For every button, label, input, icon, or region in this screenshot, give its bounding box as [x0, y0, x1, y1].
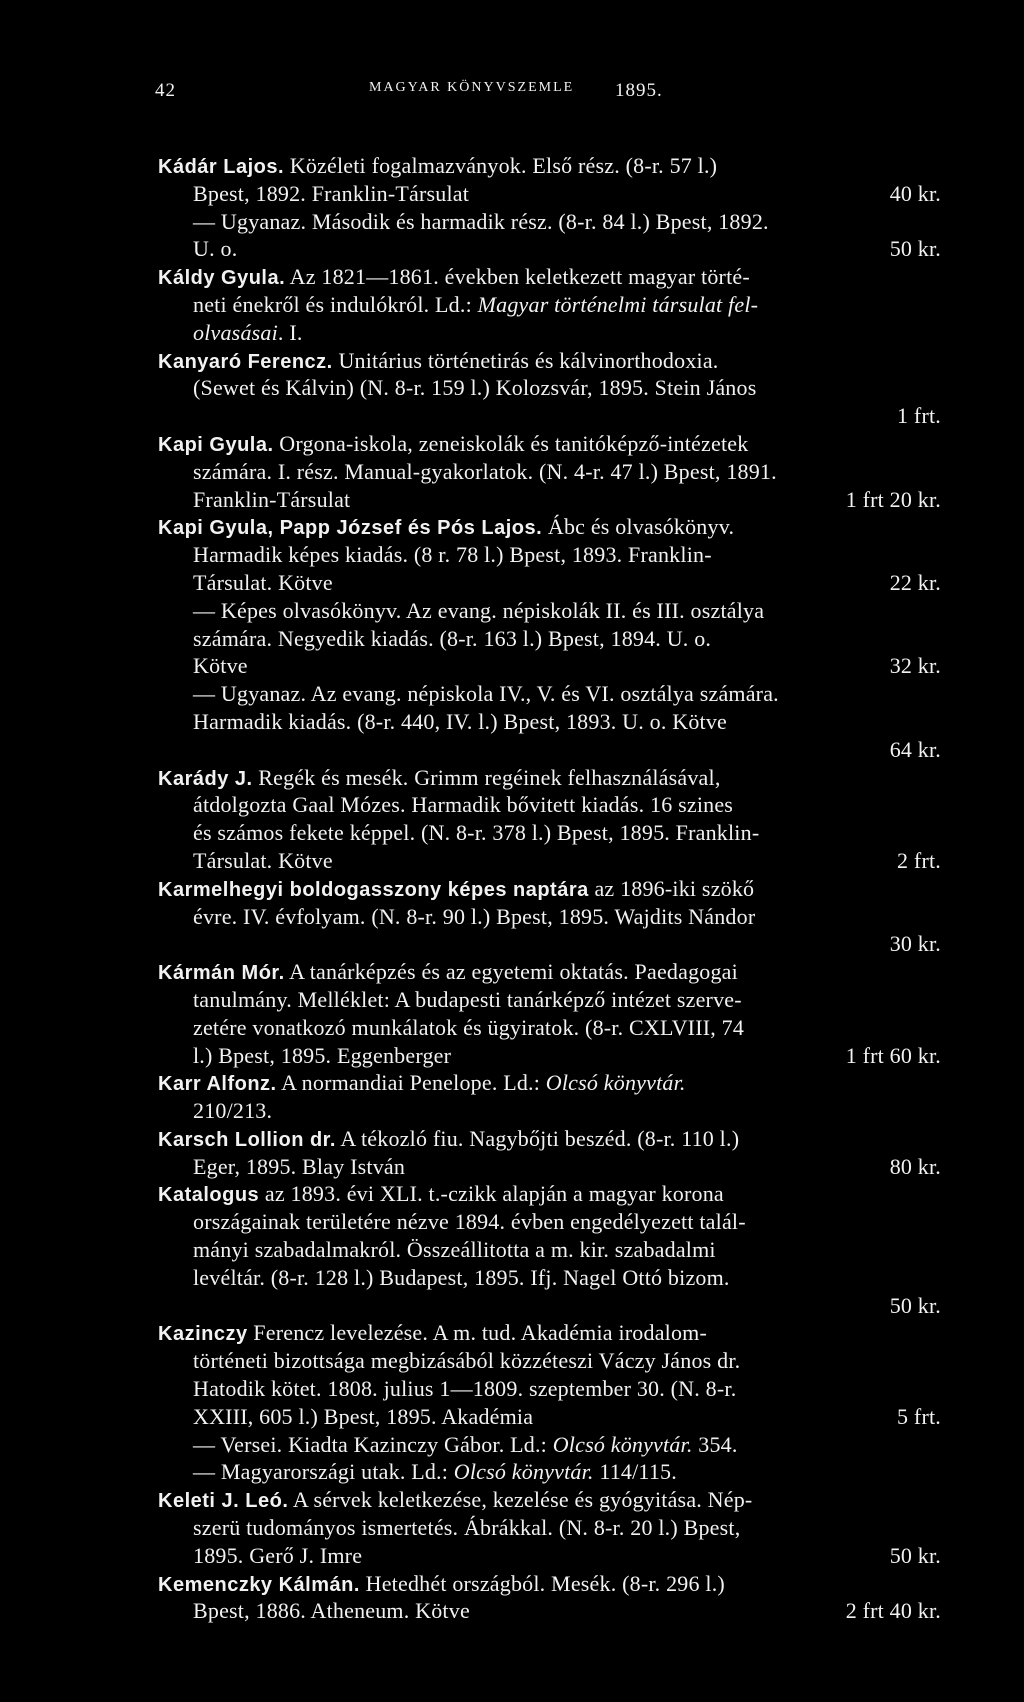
entry-line	[158, 986, 941, 1014]
entry-tail: . I.	[277, 319, 303, 345]
bibliography-entry	[158, 347, 941, 430]
entry-line	[158, 1097, 941, 1125]
entry-price: 5 frt.	[897, 1403, 941, 1429]
entry-price: 50 kr.	[889, 1292, 941, 1318]
entry-body: Harmadik kiadás. (8-r. 440, IV. l.) Bpest, 1893. U. o. Kötve	[193, 708, 728, 734]
entry-line	[158, 569, 941, 597]
entry-body: Ábc és olvasókönyv.	[547, 514, 735, 540]
entry-text	[193, 680, 779, 708]
entry-body: neti énekről és indulókról. Ld.:	[193, 291, 472, 317]
entry-line	[158, 180, 941, 208]
entry-text	[193, 1347, 740, 1375]
entry-text	[193, 847, 333, 875]
entry-price: 22 kr.	[889, 569, 941, 595]
entry-line	[158, 291, 941, 319]
entry-text	[193, 1458, 677, 1486]
entry-line	[158, 903, 941, 931]
entry-text	[193, 1403, 533, 1431]
entry-text	[193, 1208, 746, 1236]
entry-body: l.) Bpest, 1895. Eggenberger	[193, 1042, 452, 1068]
bibliography-entry	[158, 764, 941, 875]
bibliography-entry	[158, 1486, 941, 1569]
entry-text	[193, 597, 764, 625]
entry-body: — Magyarországi utak. Ld.:	[193, 1459, 449, 1485]
bibliography-entry	[158, 1125, 941, 1181]
entry-body: átdolgozta Gaal Mózes. Harmadik bővitett kiadás. 16 szines	[193, 792, 734, 818]
entry-text	[193, 903, 755, 931]
entry-line	[158, 1292, 941, 1320]
entry-text	[193, 1375, 736, 1403]
entry-line	[158, 1486, 941, 1514]
entry-body: A tanárképzés és az egyetemi oktatás. Paedagogai	[289, 959, 738, 985]
entry-text	[193, 1431, 738, 1459]
entry-price: 64 kr.	[889, 736, 941, 762]
entry-line	[158, 1403, 941, 1431]
entry-body: szerü tudományos ismertetés. Ábrákkal. (N. 8-r. 20 l.) Bpest,	[193, 1515, 741, 1541]
entry-text	[158, 958, 738, 986]
entry-price: 50 kr.	[889, 236, 941, 262]
entry-line	[158, 1514, 941, 1542]
entry-line	[158, 1125, 941, 1153]
entry-text	[193, 986, 742, 1014]
entry-line	[158, 1347, 941, 1375]
entry-text	[193, 652, 248, 680]
entry-body: országainak területére nézve 1894. évben engedélyezett talál-	[193, 1209, 746, 1235]
series-title: Magyar történelmi társulat fel-	[477, 291, 759, 317]
entry-text	[158, 875, 754, 903]
entry-text	[193, 541, 712, 569]
entry-line	[158, 513, 941, 541]
entry-line	[158, 625, 941, 653]
entry-price: 40 kr.	[889, 180, 941, 206]
entry-body: mányi szabadalmakról. Összeállitotta a m. kir. szabadalmi	[193, 1237, 716, 1263]
entry-text	[193, 1042, 451, 1070]
entry-body: Hatodik kötet. 1808. julius 1—1809. szeptember 30. (N. 8-r.	[193, 1376, 737, 1402]
entry-text	[193, 1097, 272, 1125]
entry-body: 1895. Gerő J. Imre	[193, 1542, 363, 1568]
bibliography-entry	[158, 1180, 941, 1319]
entry-line	[158, 847, 941, 875]
entry-price: 1 frt.	[897, 403, 941, 429]
entry-price: 80 kr.	[889, 1153, 941, 1179]
entry-text	[158, 764, 721, 792]
entry-body: és számos fekete képpel. (N. 8-r. 378 l.) Bpest, 1895. Franklin-	[193, 820, 760, 846]
entry-body: számára. Negyedik kiadás. (8-r. 163 l.) Bpest, 1894. U. o.	[193, 625, 712, 651]
entry-body: az 1896-iki szökő	[594, 875, 755, 901]
entry-tail: 354.	[692, 1431, 738, 1457]
entry-line	[158, 458, 941, 486]
entry-line	[158, 430, 941, 458]
entry-body: Hetedhét országból. Mesék. (8-r. 296 l.)	[365, 1570, 725, 1596]
running-header	[155, 74, 710, 114]
entry-author: Karády J.	[158, 767, 253, 790]
entry-text	[193, 708, 727, 736]
entry-line	[158, 1180, 941, 1208]
entry-body: U. o.	[193, 236, 238, 262]
entry-author: Kazinczy	[158, 1323, 248, 1346]
entry-line	[158, 347, 941, 375]
entry-line	[158, 1319, 941, 1347]
entry-text	[158, 1069, 686, 1097]
entry-author: Karmelhegyi boldogasszony képes naptára	[158, 878, 589, 901]
entry-line	[158, 1458, 941, 1486]
entry-price: 1 frt 20 kr.	[845, 486, 941, 512]
entry-text	[158, 1486, 752, 1514]
entry-line	[158, 930, 941, 958]
entry-text	[193, 791, 733, 819]
header-year: 1895.	[615, 80, 663, 101]
entry-body: A tékozló fiu. Nagybőjti beszéd. (8-r. 110 l.)	[340, 1125, 740, 1151]
running-title: MAGYAR KÖNYVSZEMLE	[369, 80, 575, 95]
entry-tail: 114/115.	[593, 1459, 677, 1485]
entry-text	[193, 1264, 730, 1292]
entry-line	[158, 819, 941, 847]
entry-text	[193, 1542, 362, 1570]
entry-line	[158, 319, 941, 347]
entry-text	[193, 374, 756, 402]
entry-text	[193, 1014, 744, 1042]
entry-body: Társulat. Kötve	[193, 569, 333, 595]
entry-body: Közéleti fogalmazványok. Első rész. (8-r. 57 l.)	[289, 153, 718, 178]
bibliography-entry	[158, 875, 941, 958]
entry-body: Bpest, 1886. Atheneum. Kötve	[193, 1598, 470, 1624]
entry-text	[158, 1319, 707, 1347]
series-title: olvasásai	[193, 319, 278, 345]
entry-line	[158, 1431, 941, 1459]
bibliography-entry	[158, 1069, 941, 1125]
entry-price: 30 kr.	[889, 931, 941, 957]
entry-body: — Versei. Kiadta Kazinczy Gábor. Ld.:	[193, 1431, 547, 1457]
bibliography-entry	[158, 1570, 941, 1626]
entry-line	[158, 1014, 941, 1042]
entry-text	[193, 1236, 716, 1264]
entry-line	[158, 1542, 941, 1570]
entry-body: Ferencz levelezése. A m. tud. Akadémia irodalom-	[253, 1320, 708, 1346]
entry-author: Kádár Lajos.	[158, 156, 285, 178]
bibliography-entry	[158, 152, 941, 263]
entry-text	[193, 291, 758, 319]
entry-author: Kármán Mór.	[158, 962, 285, 985]
entry-author: Karsch Lollion dr.	[158, 1128, 336, 1151]
entry-line	[158, 1153, 941, 1181]
entry-body: Eger, 1895. Blay István	[193, 1153, 406, 1179]
entry-line	[158, 263, 941, 291]
entry-line	[158, 1208, 941, 1236]
entry-author: Kemenczky Kálmán.	[158, 1573, 360, 1596]
entry-line	[158, 764, 941, 792]
entry-text	[193, 235, 237, 263]
entry-body: levéltár. (8-r. 128 l.) Budapest, 1895. Ifj. Nagel Ottó bizom.	[193, 1264, 730, 1290]
entry-line	[158, 402, 941, 430]
entry-text	[158, 1125, 739, 1153]
entry-text	[158, 1570, 725, 1598]
entry-body: történeti bizottsága megbizásából közzéteszi Váczy János dr.	[193, 1348, 741, 1374]
entry-body: A sérvek keletkezése, kezelése és gyógyitása. Nép-	[292, 1487, 753, 1513]
series-title: Olcsó könyvtár.	[453, 1459, 594, 1485]
entry-body: az 1893. évi XLI. t.-czikk alapján a magyar korona	[264, 1181, 724, 1207]
entry-body: Unitárius történetirás és kálvinorthodoxia.	[338, 347, 719, 373]
bibliography-list	[158, 152, 941, 1625]
entry-text	[158, 1180, 724, 1208]
entry-body: zetére vonatkozó munkálatok és ügyiratok. (8-r. CXLVIII, 74	[193, 1014, 745, 1040]
entry-text	[158, 152, 717, 180]
entry-price: 32 kr.	[889, 653, 941, 679]
bibliography-entry	[158, 958, 941, 1069]
entry-author: Keleti J. Leó.	[158, 1490, 289, 1513]
entry-line	[158, 1570, 941, 1598]
series-title: Olcsó könyvtár.	[552, 1431, 693, 1457]
entry-line	[158, 597, 941, 625]
entry-text	[193, 486, 350, 514]
entry-line	[158, 1069, 941, 1097]
entry-author: Kapi Gyula.	[158, 433, 274, 456]
entry-body: tanulmány. Melléklet: A budapesti tanárképző intézet szerve-	[193, 986, 742, 1012]
entry-line	[158, 1236, 941, 1264]
entry-text	[193, 625, 711, 653]
entry-text	[193, 1514, 740, 1542]
entry-text	[193, 819, 759, 847]
page-number: 42	[155, 80, 176, 101]
entry-text	[193, 319, 303, 347]
entry-text	[193, 1153, 405, 1181]
entry-price: 2 frt.	[897, 847, 941, 873]
entry-line	[158, 736, 941, 764]
entry-text	[158, 263, 750, 291]
entry-text	[193, 569, 333, 597]
entry-line	[158, 652, 941, 680]
entry-text	[193, 208, 769, 236]
entry-body: — Ugyanaz. Az evang. népiskola IV., V. és VI. osztálya számára.	[193, 681, 779, 707]
entry-body: — Ugyanaz. Második és harmadik rész. (8-r. 84 l.) Bpest, 1892.	[193, 208, 769, 234]
entry-body: Regék és mesék. Grimm regéinek felhasználásával,	[258, 764, 721, 790]
entry-body: Harmadik képes kiadás. (8 r. 78 l.) Bpest, 1893. Franklin-	[193, 542, 712, 568]
entry-line	[158, 486, 941, 514]
entry-line	[158, 1042, 941, 1070]
entry-body: Társulat. Kötve	[193, 847, 333, 873]
entry-body: XXIII, 605 l.) Bpest, 1895. Akadémia	[193, 1403, 534, 1429]
entry-author: Kanyaró Ferencz.	[158, 350, 333, 373]
entry-body: A normandiai Penelope. Ld.:	[281, 1070, 541, 1096]
entry-text	[158, 347, 719, 375]
entry-author: Karr Alfonz.	[158, 1073, 277, 1096]
entry-body: évre. IV. évfolyam. (N. 8-r. 90 l.) Bpest, 1895. Wajdits Nándor	[193, 903, 756, 929]
entry-line	[158, 708, 941, 736]
bibliography-entry	[158, 263, 941, 346]
entry-line	[158, 1375, 941, 1403]
entry-line	[158, 958, 941, 986]
entry-body: számára. I. rész. Manual-gyakorlatok. (N. 4-r. 47 l.) Bpest, 1891.	[193, 458, 777, 484]
entry-line	[158, 1597, 941, 1625]
entry-line	[158, 541, 941, 569]
entry-body: Franklin-Társulat	[193, 486, 351, 512]
entry-line	[158, 235, 941, 263]
entry-line	[158, 1264, 941, 1292]
entry-line	[158, 875, 941, 903]
entry-author: Kapi Gyula, Papp József és Pós Lajos.	[158, 517, 543, 540]
entry-line	[158, 208, 941, 236]
entry-text	[158, 513, 734, 541]
entry-text	[193, 180, 469, 208]
entry-text	[193, 458, 777, 486]
entry-line	[158, 152, 941, 180]
bibliography-entry	[158, 1319, 941, 1486]
entry-price: 1 frt 60 kr.	[845, 1042, 941, 1068]
entry-body: (Sewet és Kálvin) (N. 8-r. 159 l.) Kolozsvár, 1895. Stein János	[193, 375, 757, 401]
entry-line	[158, 791, 941, 819]
entry-text	[158, 430, 748, 458]
entry-body: Az 1821—1861. években keletkezett magyar törté-	[289, 264, 750, 290]
entry-body: Kötve	[193, 653, 248, 679]
entry-body: Orgona-iskola, zeneiskolák és tanitóképző-intézetek	[279, 430, 749, 456]
entry-line	[158, 680, 941, 708]
entry-price: 2 frt 40 kr.	[845, 1598, 941, 1624]
entry-body: Bpest, 1892. Franklin-Társulat	[193, 180, 470, 206]
series-title: Olcsó könyvtár.	[545, 1070, 686, 1096]
entry-body: 210/213.	[193, 1098, 273, 1124]
entry-author: Katalogus	[158, 1184, 260, 1207]
entry-price: 50 kr.	[889, 1542, 941, 1568]
entry-text	[193, 1597, 470, 1625]
bibliography-entry	[158, 513, 941, 763]
entry-author: Káldy Gyula.	[158, 267, 286, 290]
bibliography-entry	[158, 430, 941, 513]
entry-line	[158, 374, 941, 402]
entry-body: — Képes olvasókönyv. Az evang. népiskolák II. és III. osztálya	[193, 597, 765, 623]
